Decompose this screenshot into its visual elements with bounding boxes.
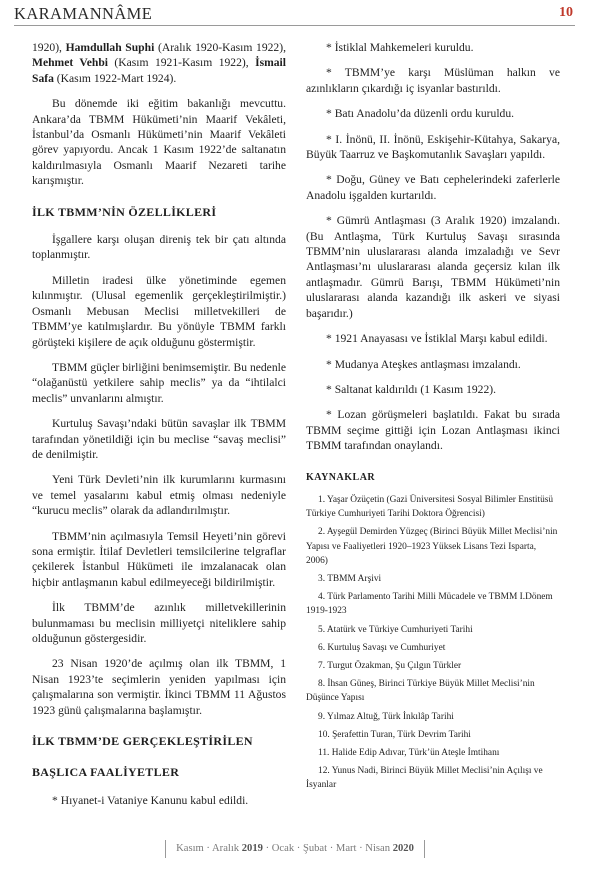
paragraph: * Hıyanet-i Vataniye Kanunu kabul edildi. [52, 793, 249, 807]
left-column [32, 40, 286, 818]
paragraph: TBMM güçler birliğini benimsemiştir. Bu nedenle “olağanüstü yetkilere sahip meclis” ya da “ihtilalci meclis” unvanlarını almıştır. [32, 360, 286, 405]
activity-item: * Mudanya Ateşkes antlaşması imzalandı. [326, 357, 521, 371]
paragraph: İşgallere karşı oluşan direniş tek bir çatı altında toplanmıştır. [32, 233, 286, 262]
reference-item: 9. Yılmaz Altuğ, Türk İnkılâp Tarihi [318, 711, 454, 722]
page-number: 10 [559, 5, 573, 20]
name-hamdullah-suphi: Hamdullah Suphi [65, 41, 155, 54]
section-heading: İLK TBMM’DE GERÇEKLEŞTİRİLEN [32, 734, 253, 749]
reference-item: 8. İhsan Güneş, Birinci Türkiye Büyük Millet Meclisi’nin Düşünce Yapısı [306, 679, 535, 704]
activity-item: * TBMM’ye karşı Müslüman halkın ve azınlıkların çıkardığı iç isyanlar bastırıldı. [306, 66, 560, 95]
reference-item: 5. Atatürk ve Türkiye Cumhuriyeti Tarihi [318, 624, 473, 635]
activity-item: * 1921 Anayasası ve İstiklal Marşı kabul edildi. [326, 332, 548, 346]
paragraph: İlk TBMM’de azınlık milletvekillerinin bulunmaması bu meclisin milliyetçi niteliklere sahip olduğunun göstergesidir. [32, 601, 286, 645]
paragraph: Bu dönemde iki eğitim bakanlığı mevcuttu. Ankara’da TBMM Hükümeti’nin Maarif Vekâleti, İstanbul’da Osmanlı Hükümeti’nin Maarif Vekâleti görev yapıyordu. Ancak 1 Kasım 1922’de saltanatın kaldırılmasıyla Osmanlı Maarif Nezareti tarihe karışmıştır. [32, 97, 286, 188]
reference-item: 1. Yaşar Özüçetin (Gazi Üniversitesi Sosyal Bilimler Enstitüsü Türkiye Cumhuriyeti Tarihi Doktora Öğrencisi) [306, 494, 554, 520]
reference-item: 11. Halide Edip Adıvar, Türk’ün Ateşle İmtihanı [318, 747, 500, 758]
activity-item: * Batı Anadolu’da düzenli ordu kuruldu. [326, 107, 515, 121]
reference-item: 6. Kurtuluş Savaşı ve Cumhuriyet [318, 642, 446, 653]
activity-item: * İstiklal Mahkemeleri kuruldu. [326, 41, 474, 54]
intro-text: (Aralık 1920-Kasım 1922), [154, 41, 286, 54]
intro-paragraph [32, 40, 286, 86]
references-title: KAYNAKLAR [306, 471, 376, 483]
activity-item: * I. İnönü, II. İnönü, Eskişehir-Kütahya, Sakarya, Büyük Taarruz ve Başkomutanlık Savaşları yapıldı. [306, 132, 560, 162]
section-heading: BAŞLICA FAALİYETLER [32, 765, 180, 780]
intro-text: 1920), [32, 41, 66, 54]
page-footer [165, 840, 425, 858]
activity-item: * Lozan görüşmeleri başlatıldı. Fakat bu sırada TBMM seçime gittiği için Lozan Antlaşması ikinci TBMM tarafından onaylandı. [306, 408, 560, 453]
magazine-title: KARAMANNÂME [14, 4, 153, 23]
footer-year: 2019 [241, 843, 263, 854]
paragraph: 23 Nisan 1920’de açılmış olan ilk TBMM, 1 Nisan 1923’te seçimlerin yeniden yapılması için çalışmalarına son vermiştir. İkinci TBMM 11 Ağustos 1923 günü çalışmalarına başlamıştır. [32, 657, 286, 717]
activity-item: * Saltanat kaldırıldı (1 Kasım 1922). [326, 382, 497, 396]
activity-item: * Gümrü Antlaşması (3 Aralık 1920) imzalandı. (Bu Antlaşma, Türk Kurtuluş Savaşı sırasında TBMM’nin uluslararası alanda imzaladığı ve Sevr Antlaşması’nı uluslararası alanda geçersiz kılan ilk antlaşmadır. Gümrü Barışı, TBMM Hükümeti’nin uluslararası alanda kazandığı ilk askeri ve siyasi başarıdır.) [306, 214, 560, 320]
reference-item: 7. Turgut Özakman, Şu Çılgın Türkler [318, 660, 462, 671]
page-header [14, 3, 575, 26]
reference-item: 10. Şerafettin Turan, Türk Devrim Tarihi [318, 729, 471, 740]
paragraph: TBMM’nin açılmasıyla Temsil Heyeti’nin görevi sona ermiştir. İtilaf Devletleri temsilcilerine telgraflar çekilerek İstanbul Hükümeti ile imzalanacak olan hiçbir antlaşmanın kabul edilmeyeceği bildirilmiştir. [32, 529, 286, 589]
footer-months: · Ocak · Şubat · Mart · Nisan [262, 843, 393, 854]
footer-year: 2020 [392, 843, 414, 854]
section-heading: İLK TBMM’NİN ÖZELLİKLERİ [32, 204, 217, 219]
reference-item: 2. Ayşegül Demirden Yüzgeç (Birinci Büyük Millet Meclisi’nin Yapısı ve Faaliyetleri 1920–1923 Yüksek Lisans Tezi Isparta, 2006) [306, 527, 558, 566]
reference-item: 4. Türk Parlamento Tarihi Milli Mücadele ve TBMM I.Dönem 1919-1923 [306, 592, 553, 617]
footer-months: Kasım · Aralık [176, 843, 242, 854]
activity-item: * Doğu, Güney ve Batı cephelerindeki zaferlerle Anadolu işgalden kurtarıldı. [306, 173, 560, 202]
right-column [306, 40, 560, 797]
paragraph: Milletin iradesi ülke yönetiminde egemen kılınmıştır. (Ulusal egemenlik gerçekleştirilmiştir.) Osmanlı Mebusan Meclisi milletvekilleri de TBMM’ye katılmışlardır. Bu yönüyle TBMM farklı görüşteki kişilere de açık olduğunu göstermiştir. [32, 273, 286, 349]
intro-text: (Kasım 1921-Kasım 1922), [107, 56, 256, 70]
references-list [306, 493, 560, 793]
reference-item: 12. Yunus Nadi, Birinci Büyük Millet Meclisi’nin Açılışı ve İsyanlar [306, 766, 543, 791]
paragraph: Kurtuluş Savaşı’ndaki bütün savaşlar ilk TBMM tarafından yönetildiği için bu meclise “savaş meclisi” de denilmiştir. [32, 417, 286, 461]
paragraph: Yeni Türk Devleti’nin ilk kurumlarını kurmasını ve temel yasalarını kabul etmiş olması nedeniyle “kurucu meclis” olarak da adlandırılmıştır. [32, 473, 286, 518]
name-ismail-safa: İsmail Safa [32, 56, 286, 85]
reference-item: 3. TBMM Arşivi [318, 573, 382, 584]
intro-text: (Kasım 1922-Mart 1924). [53, 71, 177, 85]
name-mehmet-vehbi: Mehmet Vehbi [32, 56, 108, 70]
